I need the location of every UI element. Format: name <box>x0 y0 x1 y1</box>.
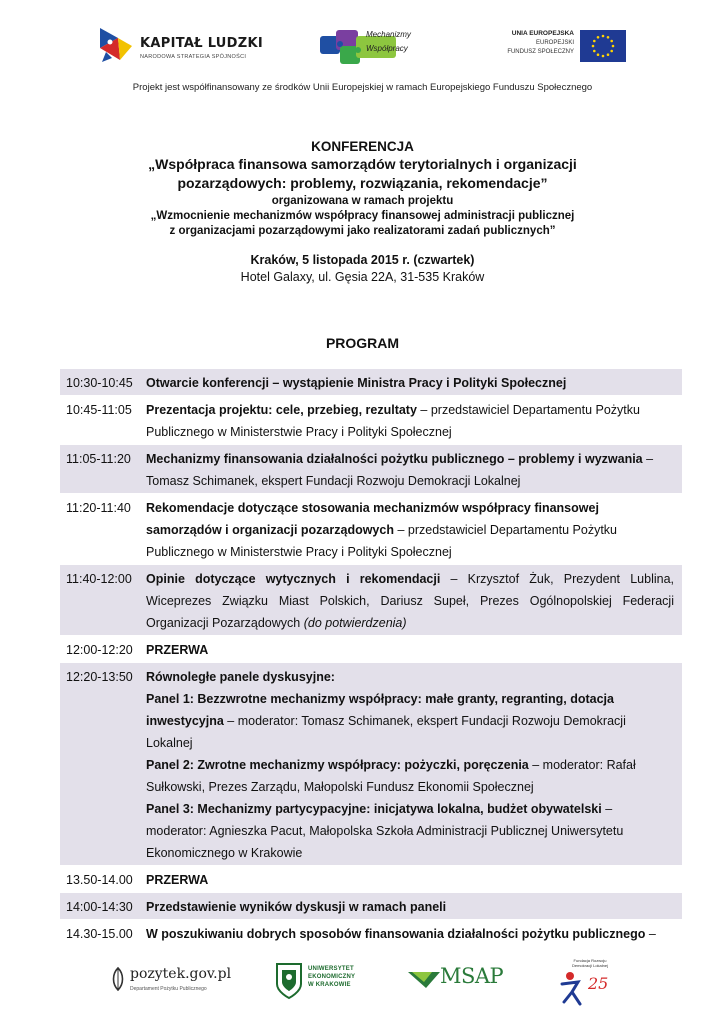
frdl-figure-icon <box>558 970 588 1006</box>
panel3-moderator: moderator: Agnieszka Pacut, Małopolska Szkoła Administracji Publicznej Uniwersytetu <box>146 824 624 838</box>
conference-title-line1: „Współpraca finansowa samorządów terytorialnych i organizacji <box>148 156 577 172</box>
mechanizmy-text: Mechanizmy <box>366 30 411 39</box>
mechanizmy-wspolpracy-logo <box>318 22 438 70</box>
row-time: 11:40-12:00 <box>66 572 132 586</box>
panel1-title-cont: inwestycyjna <box>146 714 224 728</box>
panel1-moderator: – moderator: Tomasz Schimanek, ekspert Fundacji Rozwoju Demokracji <box>223 714 626 728</box>
row-time: 14:00-14:30 <box>66 900 133 914</box>
row-time: 10:30-10:45 <box>66 376 133 390</box>
row-title: PRZERWA <box>146 643 209 657</box>
row-speaker: – przedstawiciel Departamentu Pożytku <box>393 523 618 537</box>
program-row <box>60 663 682 866</box>
row-description <box>146 369 682 395</box>
row-title: W poszukiwaniu dobrych sposobów finansowania działalności pożytku publicznego <box>146 927 646 941</box>
kapital-ludzki-flag-icon <box>98 24 134 64</box>
panel1-moderator-cont: Lokalnej <box>146 736 193 750</box>
row-description <box>146 396 682 444</box>
row-time: 14.30-15.00 <box>66 927 133 941</box>
kapital-ludzki-subtitle: NARODOWA STRATEGIA SPÓJNOŚCI <box>140 54 247 60</box>
row-time: 13.50-14.00 <box>66 873 133 887</box>
program-row <box>60 396 682 445</box>
pozytek-icon <box>108 964 128 994</box>
row-title-cont: samorządów i organizacji pozarządowych <box>146 523 394 537</box>
row-speaker-cont: Wiceprezes Związku Miast Polskich, Dariusz Supeł, Prezes Ogólnopolskiej Federacji <box>146 594 674 608</box>
row-description <box>146 893 682 919</box>
pozytek-sub: Departament Pożytku Publicznego <box>130 986 207 992</box>
row-description <box>146 494 682 564</box>
row-speaker-cont: Publicznego w Ministerstwie Pracy i Polityki Społecznej <box>146 425 452 439</box>
row-time: 12:00-12:20 <box>66 643 133 657</box>
program-row <box>60 636 682 663</box>
header-logos <box>0 0 725 80</box>
pozytek-logo <box>108 962 232 1002</box>
row-description <box>146 445 682 493</box>
conference-title-line2: pozarządowych: problemy, rozwiązania, rekomendacje” <box>177 175 548 191</box>
row-description <box>146 636 682 662</box>
eu-line1: UNIA EUROPEJSKA <box>511 30 574 37</box>
row-title: Prezentacja projektu: cele, przebieg, rezultaty <box>146 403 417 417</box>
panel2-moderator-cont: Sułkowski, Prezes Zarządu, Małopolski Fundusz Ekonomii Społecznej <box>146 780 534 794</box>
conference-address: Hotel Galaxy, ul. Gęsia 22A, 31-535 Kraków <box>240 270 485 284</box>
msap-swoosh-icon <box>406 966 442 992</box>
row-description <box>146 920 682 946</box>
program-row <box>60 445 682 494</box>
conference-label: KONFERENCJA <box>311 139 414 154</box>
kapital-ludzki-title: KAPITAŁ LUDZKI <box>140 36 263 51</box>
row-title: PRZERWA <box>146 873 209 887</box>
row-description <box>146 866 682 892</box>
program-row <box>60 866 682 893</box>
eu-line3: FUNDUSZ SPOŁECZNY <box>507 49 574 55</box>
program-table <box>60 369 682 947</box>
row-description <box>146 565 682 635</box>
program-row <box>60 565 682 636</box>
organized-note: organizowana w ramach projektu <box>271 195 454 207</box>
uek-line3: W KRAKOWIE <box>308 982 351 988</box>
row-speaker: – przedstawiciel Departamentu Pożytku <box>416 403 640 417</box>
row-note: (do potwierdzenia) <box>303 616 407 630</box>
row-title: Rekomendacje dotyczące stosowania mechanizmów współpracy finansowej <box>146 501 599 515</box>
row-dash: – <box>642 452 654 466</box>
panel3-title: Panel 3: Mechanizmy partycypacyjne: inicjatywa lokalna, budżet obywatelski <box>146 802 602 816</box>
program-row <box>60 494 682 565</box>
program-row <box>60 920 682 947</box>
row-title: Opinie dotyczące wytycznych i rekomendacji <box>146 572 441 586</box>
project-name-line1: „Wzmocnienie mechanizmów współpracy finansowej administracji publicznej <box>150 210 575 222</box>
row-title: Mechanizmy finansowania działalności pożytku publicznego – problemy i wyzwania <box>146 452 643 466</box>
row-time: 11:05-11:20 <box>66 452 131 466</box>
eu-line2: EUROPEJSKI <box>535 40 574 46</box>
row-time: 11:20-11:40 <box>66 501 131 515</box>
project-name-line2: z organizacjami pozarządowymi jako realizatorami zadań publicznych” <box>169 225 556 237</box>
frdl-line1: Fundacja Rozwoju <box>573 958 607 963</box>
wspolpracy-text: Współpracy <box>366 44 408 53</box>
panel2-moderator: – moderator: Rafał <box>528 758 636 772</box>
frdl-years: 25 <box>588 974 609 993</box>
program-row <box>60 369 682 396</box>
row-speaker: – Krzysztof Żuk, Prezydent Lublina, <box>440 572 674 586</box>
row-time: 12:20-13:50 <box>66 670 133 684</box>
frdl-logo <box>558 958 618 1008</box>
row-speaker: Tomasz Schimanek, ekspert Fundacji Rozwoju Demokracji Lokalnej <box>146 474 521 488</box>
panel2-title: Panel 2: Zwrotne mechanizmy współpracy: pożyczki, poręczenia <box>146 758 529 772</box>
row-dash: – <box>645 927 656 941</box>
row-description <box>146 663 682 865</box>
uek-line1: UNIWERSYTET <box>308 966 354 972</box>
msap-text: MSAP <box>440 964 504 988</box>
uek-line2: EKONOMICZNY <box>308 974 356 980</box>
row-title: Równoległe panele dyskusyjne: <box>146 670 335 684</box>
eu-flag-icon <box>580 30 626 62</box>
program-row <box>60 893 682 920</box>
footer-logos <box>0 950 725 1010</box>
row-title: Otwarcie konferencji – wystąpienie Ministra Pracy i Polityki Społecznej <box>146 376 567 390</box>
conference-header <box>0 138 725 286</box>
cofinancing-note: Projekt jest współfinansowany ze środków Unii Europejskiej w ramach Europejskiego Funduszu Społecznego <box>132 82 593 93</box>
eu-logo <box>502 30 632 66</box>
row-speaker-cont: Publicznego w Ministerstwie Pracy i Polityki Społecznej <box>146 545 452 559</box>
panel1-title: Panel 1: Bezzwrotne mechanizmy współpracy: małe granty, regranting, dotacja <box>146 692 614 706</box>
pozytek-name: pozytek.gov.pl <box>130 966 232 982</box>
panel3-moderator-cont: Ekonomicznego w Krakowie <box>146 846 303 860</box>
uek-logo <box>274 960 374 1004</box>
frdl-line2: Demokracji Lokalnej <box>571 963 608 968</box>
panel3-dash: – <box>601 802 613 816</box>
conference-date: Kraków, 5 listopada 2015 r. (czwartek) <box>250 253 475 267</box>
msap-logo <box>406 964 506 994</box>
row-time: 10:45-11:05 <box>66 403 132 417</box>
row-speaker-cont2: Organizacji Pozarządowych <box>146 616 304 630</box>
kapital-ludzki-logo <box>98 24 268 70</box>
uek-crest-icon <box>274 960 304 1000</box>
row-title: Przedstawienie wyników dyskusji w ramach paneli <box>146 900 447 914</box>
program-title: PROGRAM <box>325 335 400 351</box>
